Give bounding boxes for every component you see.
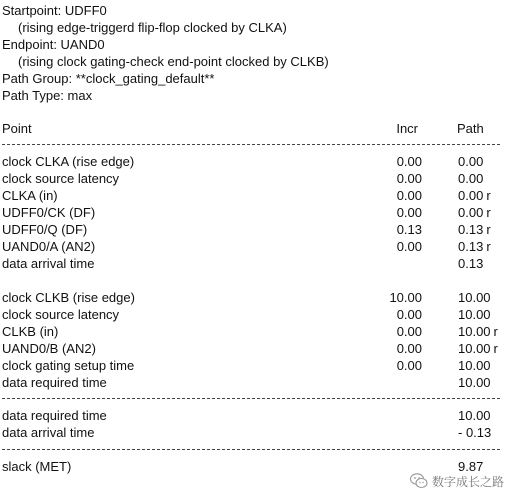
- row-path: [458, 289, 494, 306]
- divider-slack: [2, 449, 500, 450]
- divider-header: [2, 144, 500, 145]
- row-incr: 0.13: [396, 222, 422, 237]
- row-path-flag: r: [486, 205, 491, 220]
- table-row: [0, 238, 514, 255]
- row-incr: 0.00: [396, 205, 422, 220]
- startpoint-description: (rising edge-triggerd flip-flop clocked by CLKA): [18, 20, 287, 35]
- row-incr: 0.00: [396, 154, 422, 169]
- row-path: [458, 170, 486, 187]
- row-path-value: 10.00: [458, 290, 491, 305]
- row-point: clock gating setup time: [2, 358, 135, 373]
- row-path: [458, 357, 494, 374]
- table-row: [0, 357, 514, 374]
- row-path-value: 0.13: [458, 256, 484, 271]
- row-path-flag: r: [493, 324, 498, 339]
- table-row: [0, 187, 514, 204]
- row-path-value: 0.00: [458, 205, 484, 220]
- row-incr: 0.00: [396, 188, 422, 203]
- table-row: [0, 289, 514, 306]
- table-row: [0, 255, 514, 272]
- divider-required: [2, 398, 500, 399]
- path-group-line: Path Group: **clock_gating_default**: [2, 71, 215, 86]
- table-row: [0, 340, 514, 357]
- wechat-icon: [410, 473, 428, 489]
- column-header-point: Point: [2, 121, 32, 136]
- table-row: [0, 407, 514, 424]
- row-path-value: 0.13: [458, 239, 484, 254]
- row-path: [458, 306, 494, 323]
- row-path: [458, 374, 494, 391]
- row-path-value: - 0.13: [458, 425, 492, 440]
- row-path: [458, 187, 491, 204]
- row-point: CLKB (in): [2, 324, 59, 339]
- row-point: clock source latency: [2, 171, 120, 186]
- row-path-flag: r: [486, 222, 491, 237]
- row-point: data arrival time: [2, 425, 95, 440]
- row-point: clock CLKB (rise edge): [2, 290, 135, 305]
- row-path: [458, 204, 491, 221]
- row-incr: 0.00: [396, 341, 422, 356]
- row-path-value: 10.00: [458, 375, 491, 390]
- row-point: clock CLKA (rise edge): [2, 154, 135, 169]
- row-path-value: 10.00: [458, 408, 491, 423]
- row-path-value: 0.13: [458, 222, 484, 237]
- row-path-value: 0.00: [458, 188, 484, 203]
- row-point: UAND0/B (AN2): [2, 341, 96, 356]
- column-header-incr: Incr: [396, 121, 418, 136]
- row-path: [458, 407, 494, 424]
- row-incr: 0.00: [396, 171, 422, 186]
- row-path: [458, 238, 491, 255]
- row-point: CLKA (in): [2, 188, 58, 203]
- watermark: [410, 470, 504, 492]
- row-incr: 0.00: [396, 358, 422, 373]
- table-row: [0, 204, 514, 221]
- row-point: slack (MET): [2, 459, 72, 474]
- row-point: clock source latency: [2, 307, 120, 322]
- column-header-row: [0, 120, 514, 137]
- row-path-value: 10.00: [458, 358, 491, 373]
- row-path-value: 10.00: [458, 341, 491, 356]
- row-path: [458, 424, 494, 441]
- row-path-value: 10.00: [458, 307, 491, 322]
- row-path-flag: r: [493, 341, 498, 356]
- row-path: [458, 221, 491, 238]
- row-path-value: 10.00: [458, 324, 491, 339]
- row-path: [458, 255, 486, 272]
- watermark-text: 数字成长之路: [432, 474, 505, 489]
- row-path-flag: r: [486, 188, 491, 203]
- table-row: [0, 374, 514, 391]
- row-path-flag: r: [486, 239, 491, 254]
- row-path: [458, 340, 498, 357]
- row-incr: 0.00: [396, 324, 422, 339]
- row-path-value: 0.00: [458, 154, 484, 169]
- row-incr: 0.00: [396, 307, 422, 322]
- endpoint-line: Endpoint: UAND0: [2, 37, 105, 52]
- column-header-path: Path: [457, 121, 484, 136]
- row-point: data arrival time: [2, 256, 95, 271]
- row-path-value: 9.87: [458, 459, 484, 474]
- row-path: [458, 153, 486, 170]
- row-point: data required time: [2, 375, 107, 390]
- row-point: data required time: [2, 408, 107, 423]
- row-point: UAND0/A (AN2): [2, 239, 96, 254]
- table-row: [0, 221, 514, 238]
- table-row: [0, 153, 514, 170]
- row-point: UDFF0/CK (DF): [2, 205, 96, 220]
- table-row: [0, 306, 514, 323]
- row-path: [458, 323, 498, 340]
- row-point: UDFF0/Q (DF): [2, 222, 88, 237]
- row-incr: 0.00: [396, 239, 422, 254]
- table-row: [0, 424, 514, 441]
- table-row: [0, 170, 514, 187]
- endpoint-description: (rising clock gating-check end-point clocked by CLKB): [18, 54, 329, 69]
- table-row: [0, 323, 514, 340]
- startpoint-line: Startpoint: UDFF0: [2, 3, 107, 18]
- row-path-value: 0.00: [458, 171, 484, 186]
- row-incr: 10.00: [389, 290, 422, 305]
- path-type-line: Path Type: max: [2, 88, 93, 103]
